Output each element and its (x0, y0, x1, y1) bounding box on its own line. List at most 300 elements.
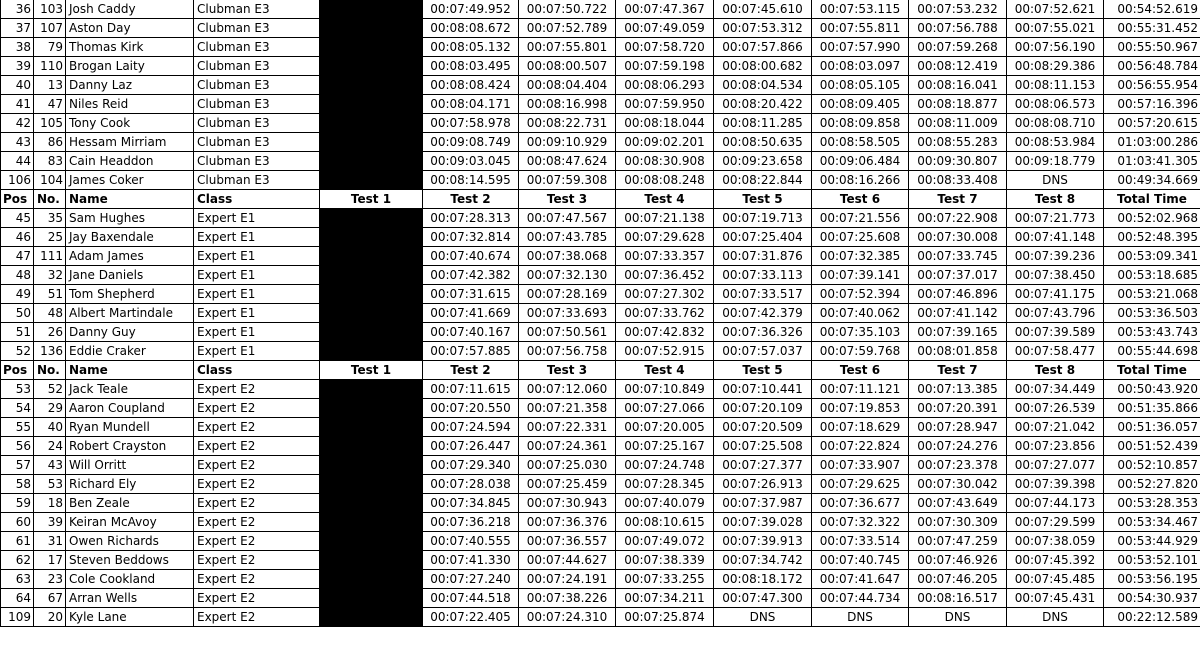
rider-name-cell: Cain Headdon (66, 152, 194, 171)
test-5-cell: 00:08:20.422 (714, 95, 812, 114)
test-4-cell: 00:08:08.248 (616, 171, 714, 190)
class-cell: Expert E1 (194, 323, 320, 342)
test-8-cell: 00:07:21.042 (1007, 418, 1104, 437)
test-5-cell: 00:07:45.610 (714, 0, 812, 19)
header-test-3: Test 3 (519, 190, 616, 209)
table-row (1, 38, 1200, 57)
number-cell: 17 (34, 551, 66, 570)
test-6-cell: 00:08:05.105 (812, 76, 909, 95)
number-cell: 107 (34, 19, 66, 38)
test-3-cell: 00:07:43.785 (519, 228, 616, 247)
total-time-cell: 00:55:44.698 (1104, 342, 1200, 361)
test-7-cell: 00:07:22.908 (909, 209, 1007, 228)
test-6-cell: 00:07:40.062 (812, 304, 909, 323)
table-row (1, 304, 1200, 323)
test-4-cell: 00:07:52.915 (616, 342, 714, 361)
test-8-cell: 00:07:45.485 (1007, 570, 1104, 589)
test-4-cell: 00:07:33.255 (616, 570, 714, 589)
test-5-cell: 00:07:27.377 (714, 456, 812, 475)
test-1-redacted-cell (320, 570, 423, 589)
test-6-cell: 00:07:53.115 (812, 0, 909, 19)
class-cell: Expert E1 (194, 266, 320, 285)
test-6-cell: 00:07:19.853 (812, 399, 909, 418)
test-6-cell: 00:07:55.811 (812, 19, 909, 38)
total-time-cell: 00:56:48.784 (1104, 57, 1200, 76)
test-8-cell: 00:07:39.589 (1007, 323, 1104, 342)
test-6-cell: 00:07:11.121 (812, 380, 909, 399)
table-row (1, 494, 1200, 513)
test-7-cell: 00:08:12.419 (909, 57, 1007, 76)
total-time-cell: 00:52:48.395 (1104, 228, 1200, 247)
test-4-cell: 00:08:10.615 (616, 513, 714, 532)
total-time-cell: 00:55:50.967 (1104, 38, 1200, 57)
test-5-cell: 00:07:20.109 (714, 399, 812, 418)
rider-name-cell: Brogan Laity (66, 57, 194, 76)
test-5-cell: 00:07:42.379 (714, 304, 812, 323)
test-7-cell: 00:07:33.745 (909, 247, 1007, 266)
rider-name-cell: Aston Day (66, 19, 194, 38)
test-4-cell: 00:07:36.452 (616, 266, 714, 285)
test-7-cell: 00:08:18.877 (909, 95, 1007, 114)
table-row (1, 342, 1200, 361)
pos-cell: 63 (1, 570, 34, 589)
test-4-cell: 00:07:25.167 (616, 437, 714, 456)
test-6-cell: 00:07:33.514 (812, 532, 909, 551)
class-cell: Expert E2 (194, 608, 320, 627)
table-row (1, 0, 1200, 19)
test-2-cell: 00:07:49.952 (423, 0, 519, 19)
table-row (1, 285, 1200, 304)
number-cell: 40 (34, 418, 66, 437)
test-2-cell: 00:08:05.132 (423, 38, 519, 57)
rider-name-cell: Owen Richards (66, 532, 194, 551)
test-5-cell: 00:07:47.300 (714, 589, 812, 608)
rider-name-cell: Tom Shepherd (66, 285, 194, 304)
test-1-redacted-cell (320, 399, 423, 418)
header-test-8: Test 8 (1007, 361, 1104, 380)
pos-cell: 38 (1, 38, 34, 57)
test-1-redacted-cell (320, 418, 423, 437)
rider-name-cell: Niles Reid (66, 95, 194, 114)
pos-cell: 106 (1, 171, 34, 190)
test-4-cell: 00:07:58.720 (616, 38, 714, 57)
test-7-cell: 00:08:11.009 (909, 114, 1007, 133)
total-time-cell: 00:53:36.503 (1104, 304, 1200, 323)
total-time-cell: 00:53:21.068 (1104, 285, 1200, 304)
test-8-cell: DNS (1007, 171, 1104, 190)
test-1-redacted-cell (320, 0, 423, 19)
test-3-cell: 00:07:59.308 (519, 171, 616, 190)
test-3-cell: 00:07:56.758 (519, 342, 616, 361)
test-5-cell: 00:07:31.876 (714, 247, 812, 266)
test-2-cell: 00:07:40.674 (423, 247, 519, 266)
header-no: No. (34, 190, 66, 209)
test-8-cell: 00:09:18.779 (1007, 152, 1104, 171)
pos-cell: 41 (1, 95, 34, 114)
header-test-4: Test 4 (616, 190, 714, 209)
test-1-redacted-cell (320, 19, 423, 38)
test-1-redacted-cell (320, 209, 423, 228)
number-cell: 31 (34, 532, 66, 551)
pos-cell: 61 (1, 532, 34, 551)
class-cell: Expert E2 (194, 532, 320, 551)
pos-cell: 39 (1, 57, 34, 76)
test-2-cell: 00:08:08.672 (423, 19, 519, 38)
pos-cell: 37 (1, 19, 34, 38)
test-7-cell: 00:07:30.042 (909, 475, 1007, 494)
test-3-cell: 00:07:24.310 (519, 608, 616, 627)
test-8-cell: 00:07:39.236 (1007, 247, 1104, 266)
total-time-cell: 00:53:43.743 (1104, 323, 1200, 342)
test-5-cell: 00:07:33.113 (714, 266, 812, 285)
test-7-cell: 00:07:46.205 (909, 570, 1007, 589)
test-5-cell: 00:07:39.913 (714, 532, 812, 551)
test-8-cell: 00:08:29.386 (1007, 57, 1104, 76)
test-6-cell: 00:08:09.405 (812, 95, 909, 114)
class-cell: Expert E1 (194, 247, 320, 266)
test-3-cell: 00:07:36.376 (519, 513, 616, 532)
test-8-cell: 00:07:58.477 (1007, 342, 1104, 361)
test-3-cell: 00:07:32.130 (519, 266, 616, 285)
test-3-cell: 00:07:24.191 (519, 570, 616, 589)
test-3-cell: 00:07:30.943 (519, 494, 616, 513)
pos-cell: 51 (1, 323, 34, 342)
test-6-cell: 00:07:57.990 (812, 38, 909, 57)
test-2-cell: 00:07:57.885 (423, 342, 519, 361)
table-row (1, 266, 1200, 285)
test-4-cell: 00:07:49.072 (616, 532, 714, 551)
number-cell: 26 (34, 323, 66, 342)
total-time-cell: 00:51:35.866 (1104, 399, 1200, 418)
test-8-cell: 00:07:26.539 (1007, 399, 1104, 418)
number-cell: 110 (34, 57, 66, 76)
total-time-cell: 00:52:02.968 (1104, 209, 1200, 228)
table-row (1, 228, 1200, 247)
header-name: Name (66, 190, 194, 209)
header-test-7: Test 7 (909, 361, 1007, 380)
class-cell: Expert E2 (194, 475, 320, 494)
table-row (1, 551, 1200, 570)
pos-cell: 59 (1, 494, 34, 513)
test-1-redacted-cell (320, 95, 423, 114)
table-row (1, 380, 1200, 399)
test-3-cell: 00:07:38.226 (519, 589, 616, 608)
test-5-cell: DNS (714, 608, 812, 627)
test-2-cell: 00:09:08.749 (423, 133, 519, 152)
test-3-cell: 00:07:38.068 (519, 247, 616, 266)
test-4-cell: 00:07:28.345 (616, 475, 714, 494)
header-test-6: Test 6 (812, 190, 909, 209)
rider-name-cell: Jane Daniels (66, 266, 194, 285)
pos-cell: 58 (1, 475, 34, 494)
header-class: Class (194, 190, 320, 209)
test-3-cell: 00:07:50.561 (519, 323, 616, 342)
test-2-cell: 00:07:26.447 (423, 437, 519, 456)
test-7-cell: 00:07:56.788 (909, 19, 1007, 38)
test-1-redacted-cell (320, 589, 423, 608)
header-row (1, 361, 1200, 380)
test-2-cell: 00:07:11.615 (423, 380, 519, 399)
rider-name-cell: James Coker (66, 171, 194, 190)
number-cell: 103 (34, 0, 66, 19)
test-2-cell: 00:07:41.669 (423, 304, 519, 323)
test-6-cell: 00:07:52.394 (812, 285, 909, 304)
table-row (1, 57, 1200, 76)
rider-name-cell: Jay Baxendale (66, 228, 194, 247)
total-time-cell: 00:53:52.101 (1104, 551, 1200, 570)
header-test-2: Test 2 (423, 190, 519, 209)
rider-name-cell: Keiran McAvoy (66, 513, 194, 532)
test-7-cell: DNS (909, 608, 1007, 627)
test-2-cell: 00:07:29.340 (423, 456, 519, 475)
header-pos: Pos (1, 361, 34, 380)
test-2-cell: 00:08:04.171 (423, 95, 519, 114)
test-5-cell: 00:07:37.987 (714, 494, 812, 513)
test-3-cell: 00:07:25.459 (519, 475, 616, 494)
header-test-8: Test 8 (1007, 190, 1104, 209)
test-3-cell: 00:07:25.030 (519, 456, 616, 475)
test-7-cell: 00:07:53.232 (909, 0, 1007, 19)
test-4-cell: 00:09:02.201 (616, 133, 714, 152)
number-cell: 136 (34, 342, 66, 361)
total-time-cell: 00:51:36.057 (1104, 418, 1200, 437)
test-5-cell: 00:07:57.866 (714, 38, 812, 57)
total-time-cell: 00:57:16.396 (1104, 95, 1200, 114)
test-2-cell: 00:07:24.594 (423, 418, 519, 437)
test-4-cell: 00:07:47.367 (616, 0, 714, 19)
test-3-cell: 00:08:04.404 (519, 76, 616, 95)
rider-name-cell: Will Orritt (66, 456, 194, 475)
number-cell: 79 (34, 38, 66, 57)
rider-name-cell: Richard Ely (66, 475, 194, 494)
test-6-cell: 00:08:58.505 (812, 133, 909, 152)
test-1-redacted-cell (320, 285, 423, 304)
test-4-cell: 00:07:20.005 (616, 418, 714, 437)
test-1-redacted-cell (320, 456, 423, 475)
number-cell: 111 (34, 247, 66, 266)
number-cell: 86 (34, 133, 66, 152)
test-5-cell: 00:08:11.285 (714, 114, 812, 133)
test-6-cell: 00:07:36.677 (812, 494, 909, 513)
total-time-cell: 00:52:10.857 (1104, 456, 1200, 475)
rider-name-cell: Hessam Mirriam (66, 133, 194, 152)
table-row (1, 437, 1200, 456)
pos-cell: 47 (1, 247, 34, 266)
class-cell: Clubman E3 (194, 0, 320, 19)
test-5-cell: 00:07:33.517 (714, 285, 812, 304)
test-8-cell: 00:07:45.392 (1007, 551, 1104, 570)
number-cell: 53 (34, 475, 66, 494)
table-row (1, 133, 1200, 152)
class-cell: Clubman E3 (194, 76, 320, 95)
total-time-cell: 00:53:09.341 (1104, 247, 1200, 266)
table-row (1, 152, 1200, 171)
test-2-cell: 00:07:44.518 (423, 589, 519, 608)
test-2-cell: 00:07:28.313 (423, 209, 519, 228)
rider-name-cell: Josh Caddy (66, 0, 194, 19)
test-7-cell: 00:07:46.896 (909, 285, 1007, 304)
test-4-cell: 00:07:49.059 (616, 19, 714, 38)
class-cell: Expert E2 (194, 589, 320, 608)
class-cell: Expert E1 (194, 304, 320, 323)
class-cell: Clubman E3 (194, 19, 320, 38)
test-1-redacted-cell (320, 437, 423, 456)
class-cell: Clubman E3 (194, 114, 320, 133)
test-7-cell: 00:07:41.142 (909, 304, 1007, 323)
test-7-cell: 00:07:39.165 (909, 323, 1007, 342)
test-8-cell: 00:07:21.773 (1007, 209, 1104, 228)
test-8-cell: 00:07:56.190 (1007, 38, 1104, 57)
pos-cell: 62 (1, 551, 34, 570)
class-cell: Expert E2 (194, 551, 320, 570)
test-4-cell: 00:07:10.849 (616, 380, 714, 399)
table-row (1, 114, 1200, 133)
number-cell: 104 (34, 171, 66, 190)
test-5-cell: 00:07:53.312 (714, 19, 812, 38)
test-8-cell: 00:07:34.449 (1007, 380, 1104, 399)
test-7-cell: 00:07:30.008 (909, 228, 1007, 247)
test-6-cell: 00:07:35.103 (812, 323, 909, 342)
test-2-cell: 00:07:20.550 (423, 399, 519, 418)
header-test-1: Test 1 (320, 190, 423, 209)
test-2-cell: 00:07:34.845 (423, 494, 519, 513)
class-cell: Expert E2 (194, 399, 320, 418)
number-cell: 24 (34, 437, 66, 456)
test-4-cell: 00:07:33.762 (616, 304, 714, 323)
test-6-cell: 00:07:41.647 (812, 570, 909, 589)
test-5-cell: 00:08:18.172 (714, 570, 812, 589)
rider-name-cell: Danny Guy (66, 323, 194, 342)
table-row (1, 532, 1200, 551)
test-8-cell: 00:07:55.021 (1007, 19, 1104, 38)
test-5-cell: 00:07:34.742 (714, 551, 812, 570)
test-4-cell: 00:08:30.908 (616, 152, 714, 171)
total-time-cell: 01:03:00.286 (1104, 133, 1200, 152)
test-7-cell: 00:08:16.041 (909, 76, 1007, 95)
test-4-cell: 00:07:42.832 (616, 323, 714, 342)
pos-cell: 44 (1, 152, 34, 171)
test-4-cell: 00:07:21.138 (616, 209, 714, 228)
test-2-cell: 00:09:03.045 (423, 152, 519, 171)
header-row (1, 190, 1200, 209)
test-8-cell: 00:08:53.984 (1007, 133, 1104, 152)
test-1-redacted-cell (320, 551, 423, 570)
test-7-cell: 00:08:33.408 (909, 171, 1007, 190)
total-time-cell: 00:53:34.467 (1104, 513, 1200, 532)
test-8-cell: 00:07:39.398 (1007, 475, 1104, 494)
class-cell: Expert E1 (194, 228, 320, 247)
header-name: Name (66, 361, 194, 380)
total-time-cell: 00:52:27.820 (1104, 475, 1200, 494)
test-4-cell: 00:07:33.357 (616, 247, 714, 266)
total-time-cell: 01:03:41.305 (1104, 152, 1200, 171)
test-6-cell: 00:07:32.322 (812, 513, 909, 532)
test-5-cell: 00:08:00.682 (714, 57, 812, 76)
table-row (1, 570, 1200, 589)
test-6-cell: 00:09:06.484 (812, 152, 909, 171)
test-8-cell: 00:07:29.599 (1007, 513, 1104, 532)
class-cell: Clubman E3 (194, 171, 320, 190)
test-7-cell: 00:07:47.259 (909, 532, 1007, 551)
class-cell: Expert E2 (194, 570, 320, 589)
table-row (1, 456, 1200, 475)
test-1-redacted-cell (320, 608, 423, 627)
test-8-cell: 00:07:41.148 (1007, 228, 1104, 247)
header-test-4: Test 4 (616, 361, 714, 380)
total-time-cell: 00:56:55.954 (1104, 76, 1200, 95)
test-4-cell: 00:07:27.066 (616, 399, 714, 418)
test-7-cell: 00:07:13.385 (909, 380, 1007, 399)
pos-cell: 49 (1, 285, 34, 304)
rider-name-cell: Ben Zeale (66, 494, 194, 513)
test-6-cell: 00:07:21.556 (812, 209, 909, 228)
test-7-cell: 00:08:16.517 (909, 589, 1007, 608)
test-3-cell: 00:08:00.507 (519, 57, 616, 76)
test-8-cell: 00:08:06.573 (1007, 95, 1104, 114)
number-cell: 20 (34, 608, 66, 627)
test-1-redacted-cell (320, 380, 423, 399)
rider-name-cell: Cole Cookland (66, 570, 194, 589)
test-6-cell: 00:07:29.625 (812, 475, 909, 494)
test-4-cell: 00:07:29.628 (616, 228, 714, 247)
header-test-3: Test 3 (519, 361, 616, 380)
header-test-1: Test 1 (320, 361, 423, 380)
test-1-redacted-cell (320, 494, 423, 513)
class-cell: Clubman E3 (194, 57, 320, 76)
test-5-cell: 00:07:19.713 (714, 209, 812, 228)
rider-name-cell: Aaron Coupland (66, 399, 194, 418)
header-class: Class (194, 361, 320, 380)
test-8-cell: 00:07:41.175 (1007, 285, 1104, 304)
number-cell: 29 (34, 399, 66, 418)
pos-cell: 40 (1, 76, 34, 95)
total-time-cell: 00:54:30.937 (1104, 589, 1200, 608)
table-row (1, 171, 1200, 190)
test-6-cell: 00:08:16.266 (812, 171, 909, 190)
rider-name-cell: Eddie Craker (66, 342, 194, 361)
rider-name-cell: Kyle Lane (66, 608, 194, 627)
test-8-cell: 00:07:43.796 (1007, 304, 1104, 323)
class-cell: Clubman E3 (194, 152, 320, 171)
pos-cell: 109 (1, 608, 34, 627)
test-6-cell: 00:08:03.097 (812, 57, 909, 76)
test-1-redacted-cell (320, 57, 423, 76)
class-cell: Clubman E3 (194, 95, 320, 114)
number-cell: 23 (34, 570, 66, 589)
test-1-redacted-cell (320, 228, 423, 247)
test-7-cell: 00:07:30.309 (909, 513, 1007, 532)
pos-cell: 64 (1, 589, 34, 608)
test-3-cell: 00:07:24.361 (519, 437, 616, 456)
test-2-cell: 00:07:58.978 (423, 114, 519, 133)
table-row (1, 418, 1200, 437)
number-cell: 48 (34, 304, 66, 323)
pos-cell: 45 (1, 209, 34, 228)
test-6-cell: 00:07:59.768 (812, 342, 909, 361)
class-cell: Expert E1 (194, 342, 320, 361)
test-1-redacted-cell (320, 114, 423, 133)
pos-cell: 48 (1, 266, 34, 285)
header-test-7: Test 7 (909, 190, 1007, 209)
class-cell: Expert E2 (194, 380, 320, 399)
number-cell: 13 (34, 76, 66, 95)
class-cell: Expert E2 (194, 494, 320, 513)
test-4-cell: 00:07:38.339 (616, 551, 714, 570)
total-time-cell: 00:22:12.589 (1104, 608, 1200, 627)
class-cell: Expert E1 (194, 285, 320, 304)
test-6-cell: 00:07:39.141 (812, 266, 909, 285)
number-cell: 105 (34, 114, 66, 133)
